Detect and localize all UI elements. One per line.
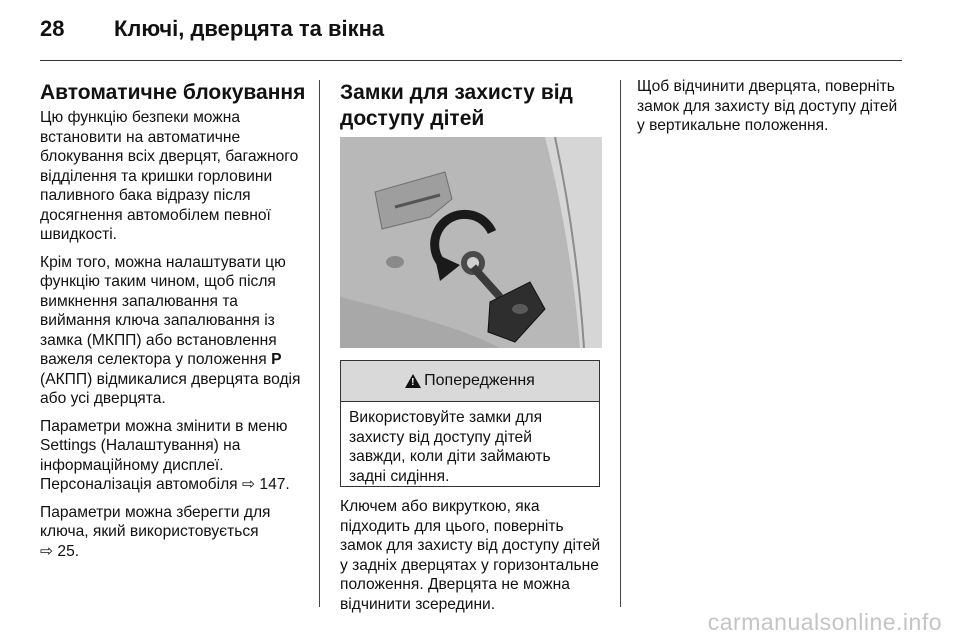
- middle-column-heading: [340, 80, 602, 132]
- page-ref-link-25[interactable]: 25.: [57, 542, 80, 560]
- left-column: [40, 80, 308, 569]
- page-ref-arrow-icon: ⇨: [40, 542, 54, 560]
- child-lock-illustration: [340, 137, 602, 348]
- page-header: [40, 16, 384, 42]
- warning-title: Попередження: [424, 372, 535, 389]
- page-ref-link-147[interactable]: 147.: [259, 476, 290, 493]
- gear-position-p: P: [271, 351, 282, 368]
- column-divider-right: [620, 80, 621, 607]
- page-ref-arrow-icon: ⇨: [241, 476, 256, 493]
- warning-header: [341, 361, 599, 402]
- paragraph-auto-lock-intro: Цю функцію безпеки можна встановити на автоматичне блокування всіх дверцят, багажного відділення та кришки горловини паливного бака відразу після досягнення автомобілем певної швидкості.: [40, 109, 299, 243]
- right-column: [637, 77, 907, 144]
- paragraph-child-lock-engage: Ключем або викруткою, яка підходить для цього, поверніть замок для захисту від доступу дітей у задніх дверцятах у горизонтальне положення. Дверцята не можна відчинити зсередини.: [340, 498, 601, 613]
- middle-column-body: [340, 497, 604, 622]
- header-rule: [40, 60, 902, 61]
- paragraph-auto-unlock: Крім того, можна налаштувати цю функцію таким чином, щоб після вимкнення запалювання та виймання ключа запалювання із замка (МКПП) або встановлення важеля селектора у положення P (АКПП) відмикалися дверцята водія або усі дверцята.: [40, 253, 301, 407]
- paragraph-settings: Параметри можна змінити в меню Settings (Налаштування) на інформаційному дисплеї. Персоналізація автомобіля ⇨ 147.: [40, 417, 290, 493]
- door-key-image: [340, 137, 602, 348]
- page-number: 28: [40, 16, 65, 41]
- column-divider-left: [319, 80, 320, 607]
- paragraph-child-lock-release: Щоб відчинити дверцята, поверніть замок для захисту від доступу дітей у вертикальне положення.: [637, 78, 898, 134]
- section-heading-child-locks: Замки для захисту від доступу дітей: [340, 81, 573, 130]
- warning-text: Використовуйте замки для захисту від доступу дітей завжди, коли діти займають задні сидіння.: [349, 409, 551, 485]
- chapter-title: Ключі, дверцята та вікна: [114, 16, 385, 41]
- section-heading-auto-lock: Автоматичне блокування: [40, 81, 306, 104]
- warning-triangle-icon: [405, 374, 421, 388]
- warning-box: [340, 360, 600, 487]
- watermark: carmanualsonline.info: [707, 609, 942, 635]
- paragraph-save-key: Параметри можна зберегти для ключа, який використовується ⇨ 25.: [40, 503, 271, 560]
